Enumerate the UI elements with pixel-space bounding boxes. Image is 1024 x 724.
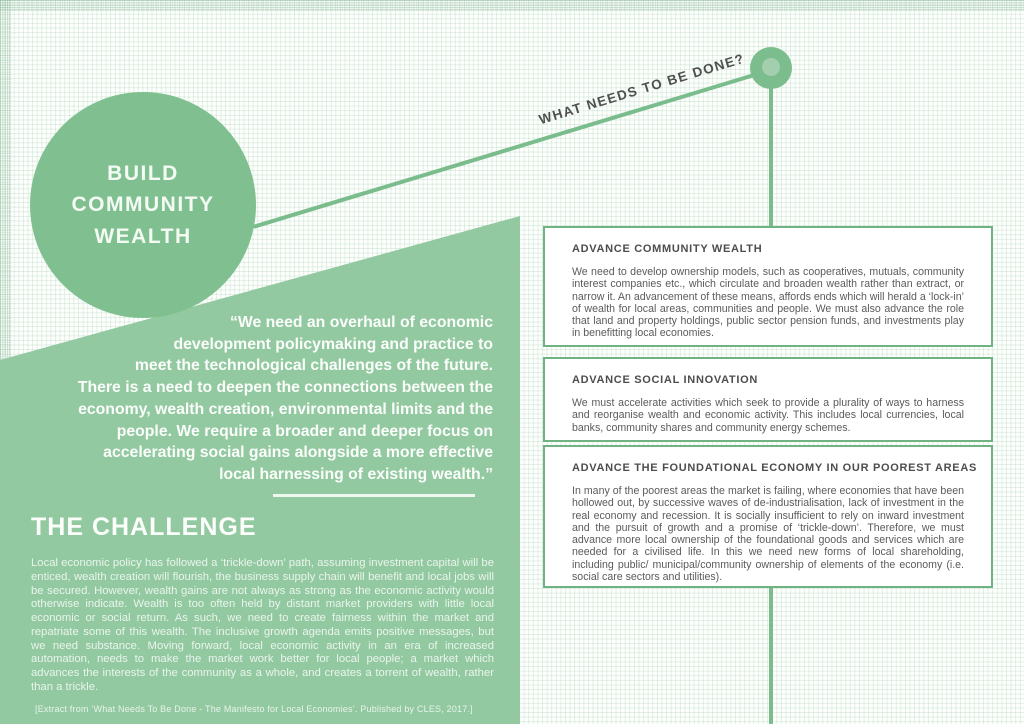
title-circle-line: COMMUNITY: [71, 193, 215, 217]
pull-quote: [23, 312, 493, 486]
build-community-wealth-circle: [30, 92, 256, 318]
what-needs-to-be-done-label: WHAT NEEDS TO BE DONE?: [537, 50, 747, 128]
action-box-body: In many of the poorest areas the market is failing, where economies that have been hollowed out, by successive waves of de-industrialisation, lack of investment in the real economy and recession. It is socially insufficient to rely on inward investment and the pursuit of growth and a promise of ‘trickle-down’. Therefore, we must advance more local ownership of the foundational goods and services which are needed for a civilised life. In this we need new forms of local shareholding, including public/ municipal/community ownership of elements of the economy (i.e. social care sectors and utilities).: [572, 485, 964, 583]
action-box-heading: ADVANCE COMMUNITY WEALTH: [572, 243, 763, 255]
diagonal-connector-line: [252, 68, 772, 229]
paper-edge-top-texture: [0, 0, 1024, 11]
action-box-heading: ADVANCE THE FOUNDATIONAL ECONOMY IN OUR POOREST AREAS: [572, 462, 978, 474]
action-box-body: We need to develop ownership models, such as cooperatives, mutuals, community interest companies etc., which circulate and broaden wealth rather than extract, or narrow it. An advancement of these means, affords ends which will herald a ‘lock-in’ of wealth for local areas, communities and people. We must also advance the role that land and property holdings, public sector pension funds, and investments play in benefitting local economies.: [572, 266, 964, 340]
pull-quote-line: people. We require a broader and deeper focus on: [116, 422, 493, 440]
title-circle-line: WEALTH: [94, 224, 192, 248]
pull-quote-line: development policymaking and practice to: [173, 335, 493, 353]
quote-divider-rule: [273, 494, 475, 497]
challenge-heading: THE CHALLENGE: [31, 513, 257, 541]
pull-quote-line: economy, wealth creation, environmental limits and the: [78, 400, 493, 418]
pull-quote-line: “We need an overhaul of economic: [229, 314, 493, 331]
connector-node-inner-circle: [762, 58, 780, 76]
action-box-advance-social-innovation: [543, 357, 993, 442]
action-box-advance-community-wealth: [543, 226, 993, 347]
title-circle-line: BUILD: [107, 161, 179, 185]
challenge-body-text: Local economic policy has followed a ‘trickle-down’ path, assuming investment capital will be enticed, wealth creation will flourish, the business supply chain will benefit and local jobs will be secured. However, wealth gains are not always as strong as the economic activity would otherwise indicate. Wealth is too often held by distant market providers with little local economic or social return. As such, we need to create fairness within the market and repatriate some of this wealth. The inclusive growth agenda emits positive messages, but we need substance. Moving forward, local economic activity in an era of increased automation, needs to make the market work better for local people; a market which advances the interests of the community as a whole, and creates a torrent of wealth, rather than a trickle.: [31, 557, 494, 694]
vertical-connector-top: [769, 85, 773, 226]
pull-quote-line: local harnessing of existing wealth.”: [219, 465, 493, 483]
action-box-body: We must accelerate activities which seek to provide a plurality of ways to harness and reorganise wealth and economic activity. This includes local currencies, local banks, community shares and community energy schemes.: [572, 397, 964, 434]
connector-node-circle: [750, 47, 792, 89]
action-box-heading: ADVANCE SOCIAL INNOVATION: [572, 374, 758, 386]
action-box-advance-foundational-economy: [543, 445, 993, 588]
pull-quote-line: accelerating social gains alongside a more effective: [103, 444, 493, 462]
pull-quote-line: meet the technological challenges of the future.: [134, 357, 493, 375]
pull-quote-line: There is a need to deepen the connections between the: [77, 379, 493, 397]
source-citation: [Extract from ‘What Needs To Be Done - The Manifesto for Local Economies’. Published by CLES, 2017.]: [35, 704, 473, 714]
vertical-connector-bottom: [769, 586, 773, 724]
